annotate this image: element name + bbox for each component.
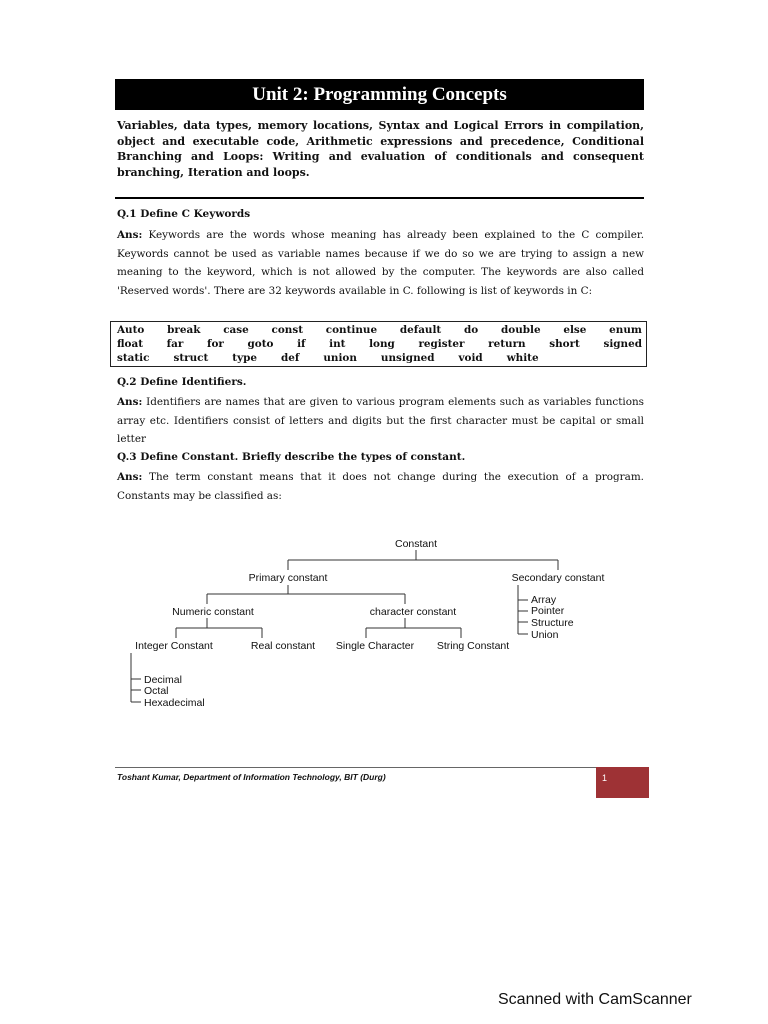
keyword: return: [488, 338, 526, 350]
node-decimal: Decimal: [144, 674, 182, 686]
node-secondary-constant: Secondary constant: [511, 572, 605, 584]
keyword: case: [223, 324, 249, 336]
keyword: long: [369, 338, 395, 350]
diagram-connectors: [131, 550, 558, 702]
keyword: default: [399, 324, 442, 336]
footer-divider: [115, 767, 596, 768]
keyword: if: [297, 338, 306, 350]
footer-author: Toshant Kumar, Department of Information Technology, BIT (Durg): [117, 772, 386, 782]
keyword: float: [117, 338, 144, 350]
node-real-constant: Real constant: [250, 640, 316, 652]
keyword: void: [458, 352, 483, 364]
node-primary-constant: Primary constant: [248, 572, 328, 584]
keyword: struct: [173, 352, 209, 364]
keyword: unsigned: [380, 352, 435, 364]
keyword: else: [563, 324, 587, 336]
q3-heading: Q.3 Define Constant. Briefly describe the types of constant.: [117, 451, 466, 463]
keyword: union: [323, 352, 357, 364]
q2-heading: Q.2 Define Identifiers.: [117, 376, 247, 388]
page-number: 1: [602, 773, 608, 783]
node-union: Union: [531, 629, 559, 641]
keyword: register: [418, 338, 465, 350]
keyword: do: [464, 324, 479, 336]
node-integer-constant: Integer Constant: [135, 640, 213, 652]
keyword: white: [506, 352, 539, 364]
keyword: static: [117, 352, 150, 364]
page-number-box: [596, 767, 649, 798]
keyword: int: [329, 338, 346, 350]
q2-answer-text: Identifiers are names that are given to various program elements such as variables functions array etc. Identifiers consist of letters and digits but the first character must be capital or small letter: [117, 396, 644, 445]
q1-answer-text: Keywords are the words whose meaning has already been explained to the C compiler. Keywords cannot be used as variable names because if we do so we are trying to assign a new meaning to the keyword, which is not allowed by the computer. The keywords are also called 'Reserved words'. There are 32 keywords available in C. following is list of keywords in C:: [117, 229, 645, 297]
node-numeric-constant: Numeric constant: [172, 606, 254, 618]
node-structure: Structure: [531, 617, 574, 629]
unit-title: Unit 2: Programming Concepts: [115, 79, 644, 110]
q3-answer-text: The term constant means that it does not change during the execution of a program. Constants may be classified as:: [117, 471, 644, 502]
node-hexadecimal: Hexadecimal: [144, 697, 205, 709]
keyword: break: [167, 324, 201, 336]
q1-ans-label: Ans:: [117, 229, 143, 241]
q2-ans-label: Ans:: [117, 396, 143, 408]
keyword: for: [207, 338, 224, 350]
keyword: Auto: [117, 324, 145, 336]
node-string-constant: String Constant: [436, 640, 510, 652]
keyword: short: [549, 338, 580, 350]
keyword: type: [232, 352, 257, 364]
node-pointer: Pointer: [531, 605, 565, 617]
node-octal: Octal: [144, 685, 169, 697]
keyword: signed: [603, 338, 642, 350]
node-array: Array: [531, 594, 557, 606]
keyword: far: [166, 338, 184, 350]
node-character-constant: character constant: [369, 606, 457, 618]
node-single-character: Single Character: [335, 640, 415, 652]
keyword: continue: [325, 324, 378, 336]
q1-heading: Q.1 Define C Keywords: [117, 208, 251, 220]
keyword: double: [501, 324, 541, 336]
scanner-watermark: Scanned with CamScanner: [498, 991, 692, 1008]
unit-topics: Variables, data types, memory locations, Syntax and Logical Errors in compilation, object and executable code, Arithmetic expressions and precedence, Conditional Branching and Loops: Writing and evaluation of conditionals and consequent branching, Iteration and loops.: [117, 119, 644, 179]
keyword: enum: [609, 324, 642, 336]
q3-ans-label: Ans:: [117, 471, 143, 483]
keyword: def: [281, 352, 300, 364]
keyword: goto: [247, 338, 274, 350]
keyword: const: [271, 324, 303, 336]
node-constant: Constant: [394, 538, 438, 550]
